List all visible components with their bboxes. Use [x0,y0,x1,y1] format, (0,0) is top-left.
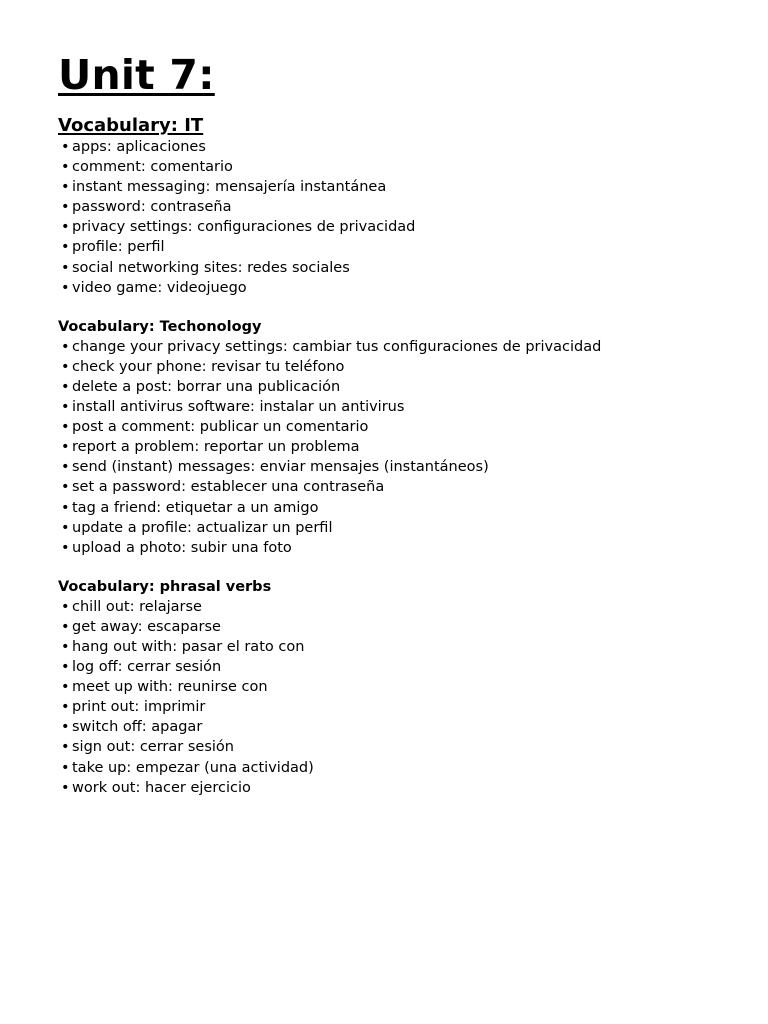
document-page [58,52,738,798]
bullet-icon: • [61,598,70,615]
list-item: • comment: comentario [58,157,738,177]
list-item: • apps: aplicaciones [58,137,738,157]
bullet-icon: • [61,338,70,355]
bullet-icon: • [61,539,70,556]
list-item: • instant messaging: mensajería instantánea [58,177,738,197]
bullet-icon: • [61,638,70,655]
list-item: • send (instant) messages: enviar mensajes (instantáneos) [58,457,738,477]
bullet-icon: • [61,459,70,476]
list-item: • update a profile: actualizar un perfil [58,518,738,538]
list-item: • log off: cerrar sesión [58,657,738,677]
list-item: • work out: hacer ejercicio [58,778,738,798]
bullet-icon: • [61,699,70,716]
list-item: • sign out: cerrar sesión [58,737,738,757]
section-technology [58,317,738,558]
list-item: • chill out: relajarse [58,597,738,617]
list-item: • check your phone: revisar tu teléfono [58,357,738,377]
section-heading-it: Vocabulary: IT [58,115,204,136]
bullet-icon: • [61,179,70,196]
bullet-icon: • [61,239,70,256]
list-item: • video game: videojuego [58,278,738,298]
bullet-icon: • [61,259,70,276]
section-spacer [58,298,738,317]
bullet-icon: • [61,519,70,536]
bullet-icon: • [61,279,70,296]
bullet-icon: • [61,479,70,496]
list-item: • get away: escaparse [58,617,738,637]
bullet-icon: • [61,378,70,395]
list-item: • privacy settings: configuraciones de privacidad [58,217,738,237]
bullet-icon: • [61,159,70,176]
list-item: • post a comment: publicar un comentario [58,417,738,437]
vocab-list-phrasal-verbs [58,597,738,798]
list-item: • delete a post: borrar una publicación [58,377,738,397]
bullet-icon: • [61,759,70,776]
list-item: • report a problem: reportar un problema [58,437,738,457]
bullet-icon: • [61,139,70,155]
list-item: • profile: perfil [58,237,738,257]
bullet-icon: • [61,499,70,516]
list-item: • install antivirus software: instalar un antivirus [58,397,738,417]
section-spacer [58,558,738,577]
bullet-icon: • [61,659,70,676]
list-item: • meet up with: reunirse con [58,677,738,697]
list-item: • take up: empezar (una actividad) [58,758,738,778]
list-item: • switch off: apagar [58,717,738,737]
vocab-list-technology [58,337,738,558]
list-item: • upload a photo: subir una foto [58,538,738,558]
vocab-list-it [58,137,738,298]
section-heading-technology: Vocabulary: Techonology [58,318,262,335]
bullet-icon: • [61,618,70,635]
bullet-icon: • [61,739,70,756]
section-it [58,115,738,298]
bullet-icon: • [61,358,70,375]
bullet-icon: • [61,199,70,216]
bullet-icon: • [61,419,70,436]
bullet-icon: • [61,399,70,416]
page-title: Unit 7: [58,51,215,99]
list-item: • social networking sites: redes sociales [58,258,738,278]
bullet-icon: • [61,719,70,736]
list-item: • hang out with: pasar el rato con [58,637,738,657]
list-item: • set a password: establecer una contraseña [58,477,738,497]
section-heading-phrasal-verbs: Vocabulary: phrasal verbs [58,578,272,595]
list-item: • password: contraseña [58,197,738,217]
list-item: • tag a friend: etiquetar a un amigo [58,498,738,518]
bullet-icon: • [61,679,70,696]
bullet-icon: • [61,779,70,796]
list-item: • change your privacy settings: cambiar tus configuraciones de privacidad [58,337,738,357]
bullet-icon: • [61,439,70,456]
list-item: • print out: imprimir [58,697,738,717]
bullet-icon: • [61,219,70,236]
section-phrasal-verbs [58,577,738,798]
